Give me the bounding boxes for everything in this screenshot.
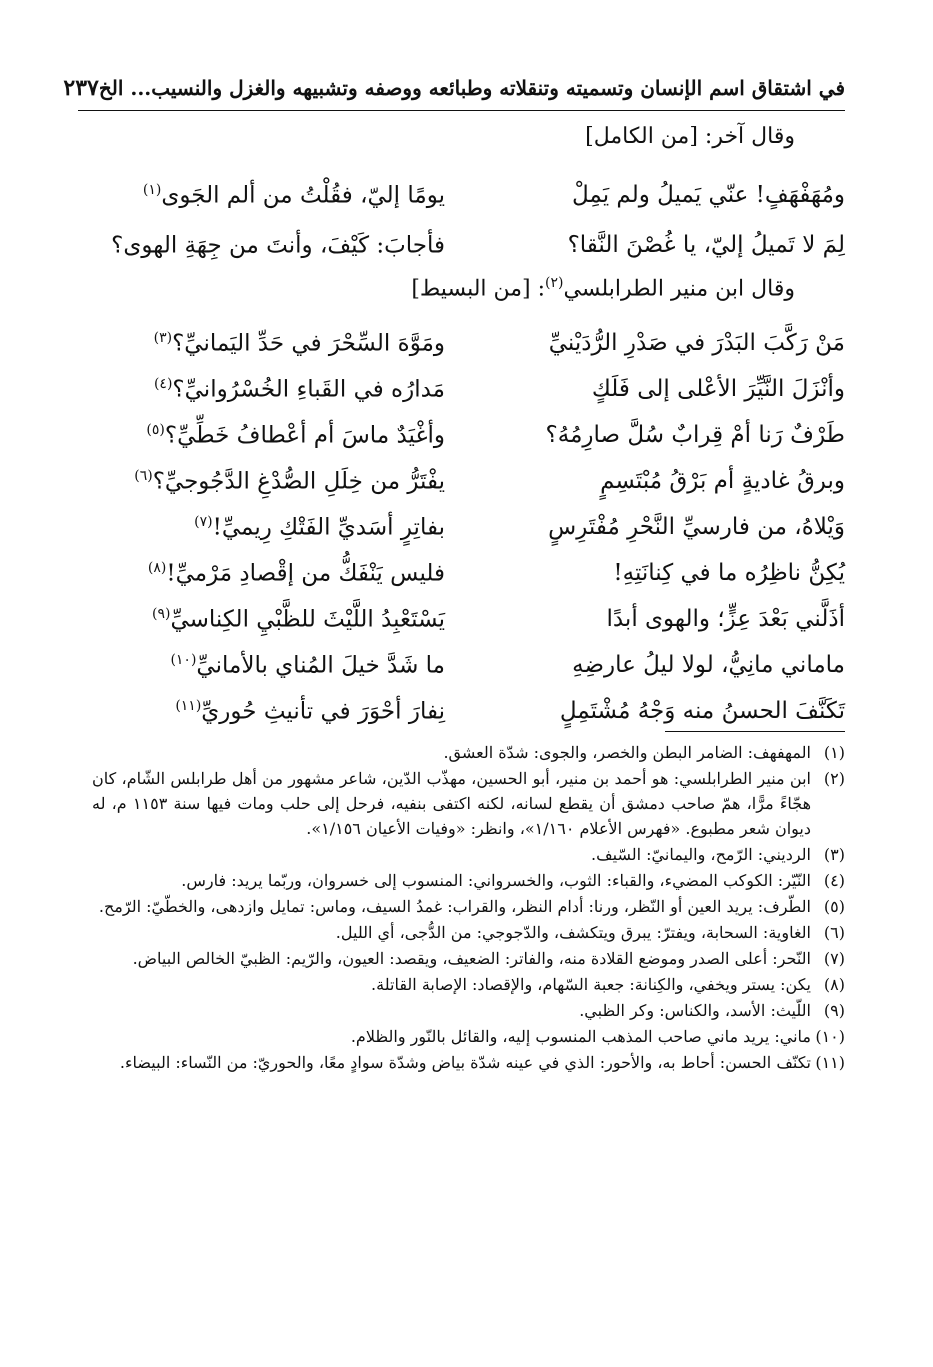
footnote-number: (١) [823, 743, 845, 762]
footnote-text: اللّيث: الأسد، والكناس: وكر الظبي. [579, 1001, 811, 1020]
footnote-marker: (١١) [175, 697, 202, 714]
verse-second-hemistich: مَدارُه في القَباءِ الخُسْرُوانيِّ؟$^{(٤)}$ [153, 375, 445, 403]
verse-row [100, 220, 845, 270]
verse-row [100, 504, 845, 550]
footnote-number: (٤) [823, 871, 845, 890]
footnote [92, 868, 845, 893]
footnote [92, 1024, 845, 1049]
poem-meter: : [من البسيط] [411, 276, 546, 302]
footnote-number: (٧) [823, 949, 845, 968]
footnote [92, 1050, 845, 1075]
footnote-marker: (٩) [152, 605, 171, 622]
poem-1-intro: وقال آخر: [من الكامل] [585, 124, 795, 149]
footnote-marker: (٤) [153, 375, 173, 392]
verse-row [100, 366, 845, 412]
verse-second-hemistich: ومَوَّهَ السِّحْرَ في حَدِّ اليَمانيِّ؟$^{(٣)}$ [153, 329, 445, 357]
verse-second-hemistich: يفْتَرُّ من خِلَلِ الصُّدْغِ الدَّجُوجيِّ؟$^{(٦)}$ [134, 467, 445, 495]
footnote-text: الطّرف: يريد العين أو النّظر، ورنا: أدام النظر، والقراب: غمدُ السيف، وماس: تمايل وازدهى، والخطّيّ: الرّمح. [98, 897, 811, 916]
poem-2-intro [411, 275, 795, 301]
footnote-text: يكن: يستر ويخفي، والكِنانة: جعبة السّهام، والإقصاد: الإصابة القاتلة. [371, 975, 811, 994]
page-number: ٢٣٧ [63, 75, 99, 101]
footnote-text: تكنّف الحسن: أحاط به، والأحور: الذي في عينه شدّة بياض وشدّة سوادٍ معًا، والحوريّ: من النّساء: البيضاء. [119, 1053, 811, 1072]
verse-first-hemistich: تَكَنَّفَ الحسنُ منه وَجْهُ مُشْتَمِلٍ [559, 698, 845, 724]
footnote-marker: (١) [142, 181, 162, 198]
footnote-text: النّحر: أعلى الصدر وموضع القلادة منه، والفاتر: الضعيف، ويقصد: العيون، والرّيم: الظبيّ الخالص البياض. [132, 949, 811, 968]
footnote-number: (١٠) [815, 1027, 845, 1046]
footnote-marker: (٦) [134, 467, 153, 484]
verse-second-hemistich: يَسْتَعْبِدُ اللَّيْثَ للظَّبْيِ الكِناسيِّ$^{(٩)}$ [152, 605, 445, 633]
poem-1 [100, 170, 845, 270]
verse-first-hemistich: مَنْ رَكَّبَ البَدْرَ في صَدْرِ الرُّدَيْنيِّ [548, 330, 845, 356]
verse-row [100, 458, 845, 504]
footnote [92, 972, 845, 997]
verse-row [100, 412, 845, 458]
footnote-marker: (٣) [153, 329, 173, 346]
footnote [92, 766, 845, 841]
footnote-separator [665, 731, 845, 732]
footnote [92, 946, 845, 971]
footnote-number: (١١) [815, 1053, 845, 1072]
footnote-text: المهفهف: الضامر البطن والخصر، والجوى: شدّة العشق. [443, 743, 811, 762]
verse-row [100, 550, 845, 596]
footnote-marker: (٢) [545, 275, 564, 291]
footnote-number: (٥) [823, 897, 845, 916]
verse-second-hemistich: يومًا إليّ، فقُلْتُ من ألم الجَوى$^{(١)}$ [142, 181, 445, 209]
footnote [92, 894, 845, 919]
verse-first-hemistich: وَيْلاهُ، من فارسيِّ النَّحْرِ مُفْتَرِسٍ [548, 514, 845, 540]
verse-row [100, 596, 845, 642]
verse-row [100, 320, 845, 366]
footnote [92, 842, 845, 867]
verse-first-hemistich: ومُهَفْهَفٍ! عنّي يَميلُ ولم يَمِلْ [572, 182, 845, 208]
running-header [63, 68, 845, 108]
footnote-number: (٣) [823, 845, 845, 864]
footnote-number: (٩) [823, 1001, 845, 1020]
verse-second-hemistich: بفاتِرٍ أسَديِّ الفَتْكِ رِيميِّ!$^{(٧)}$ [194, 513, 445, 541]
verse-second-hemistich: ما شَدَّ خيلَ المُناي بالأمانيِّ$^{(١٠)}$ [170, 651, 445, 679]
verse-second-hemistich: نِفارَ أحْوَرَ في تأنيثِ حُوريِّ$^{(١١)}$ [175, 697, 445, 725]
footnote-marker: (٧) [194, 513, 213, 530]
running-header-title: في اشتقاق اسم الإنسان وتسميته وتنقلاته وطبائعه ووصفه وتشبيهه والغزل والنسيب... الخ [98, 76, 845, 100]
footnote-text: ابن منير الطرابلسي: هو أحمد بن منير، أبو الحسين، مهذّب الدّين، شاعر مشهور من أهل طرابلس الشّام، كان هجّاءً مرًّا، همّ صاحب دمشق أن يقطع لسانه، لكنه اكتفى بنفيه، فرحل إلى حلب ومات فيها سنة ١١٥٣ م، له ديوان شعر مطبوع. «فهرس الأعلام ١/١٦٠»، وانظر: «وفيات الأعيان ١/١٥٦». [92, 769, 812, 838]
poem-2 [100, 320, 845, 734]
verse-second-hemistich: وأغْيَدٌ ماسَ أم أعْطافُ خَطِّيِّ؟$^{(٥)}$ [146, 421, 445, 449]
verse-row [100, 688, 845, 734]
footnote-text: ماني: يريد ماني صاحب المذهب المنسوب إليه، والقائل بالنّور والظلام. [350, 1027, 811, 1046]
footnote [92, 740, 845, 765]
verse-first-hemistich: وبرقُ غاديةٍ أم بَرْقُ مُبْتَسِمٍ [600, 468, 845, 494]
verse-row [100, 170, 845, 220]
footnote-number: (٨) [823, 975, 845, 994]
footnote [92, 920, 845, 945]
verse-first-hemistich: يُكِنُّ ناظِرُه ما في كِنانَتِهِ! [613, 560, 845, 586]
verse-second-hemistich: فأجابَ: كَيْفَ، وأنتَ من جِهَةِ الهوى؟ [111, 232, 445, 259]
footnote-text: النّيّر: الكوكب المضيء، والقباء: الثوب، والخسرواني: المنسوب إلى خسروان، وربّما يريد: فارس. [181, 871, 811, 890]
footnote [92, 998, 845, 1023]
footnote-marker: (٨) [147, 559, 167, 576]
footnote-number: (٢) [823, 769, 845, 788]
verse-first-hemistich: لِمَ لا تَميلُ إليّ، يا غُصْنَ النَّقا؟ [567, 232, 845, 258]
verse-first-hemistich: وأنْزَلَ النَّيِّرَ الأعْلى إلى فَلَكٍ [591, 376, 845, 402]
verse-second-hemistich: فليس يَنْفَكُّ من إقْصادِ مَرْميِّ!$^{(٨)}$ [147, 559, 445, 587]
footnote-text: الرديني: الرّمح، واليمانيّ: السّيف. [591, 845, 811, 864]
verse-first-hemistich: أذَلَّني بَعْدَ عِزٍّ؛ والهوى أبدًا [606, 606, 845, 632]
verse-row [100, 642, 845, 688]
footnotes [92, 740, 845, 1076]
header-rule [78, 110, 845, 111]
verse-first-hemistich: ماماني مانِيُّ، لولا ليلُ عارضِهِ [572, 652, 845, 678]
footnote-text: الغاوية: السحابة، ويفترّ: يبرق ويتكشف، والدّجوجي: من الدُّجى، أي الليل. [335, 923, 811, 942]
footnote-marker: (٥) [146, 421, 165, 438]
verse-first-hemistich: طَرْفٌ رَنا أمْ قِرابٌ سُلَّ صارِمُهُ؟ [545, 422, 845, 448]
poet-name: وقال ابن منير الطرابلسي [563, 276, 795, 302]
footnote-marker: (١٠) [170, 651, 197, 668]
footnote-number: (٦) [823, 923, 845, 942]
